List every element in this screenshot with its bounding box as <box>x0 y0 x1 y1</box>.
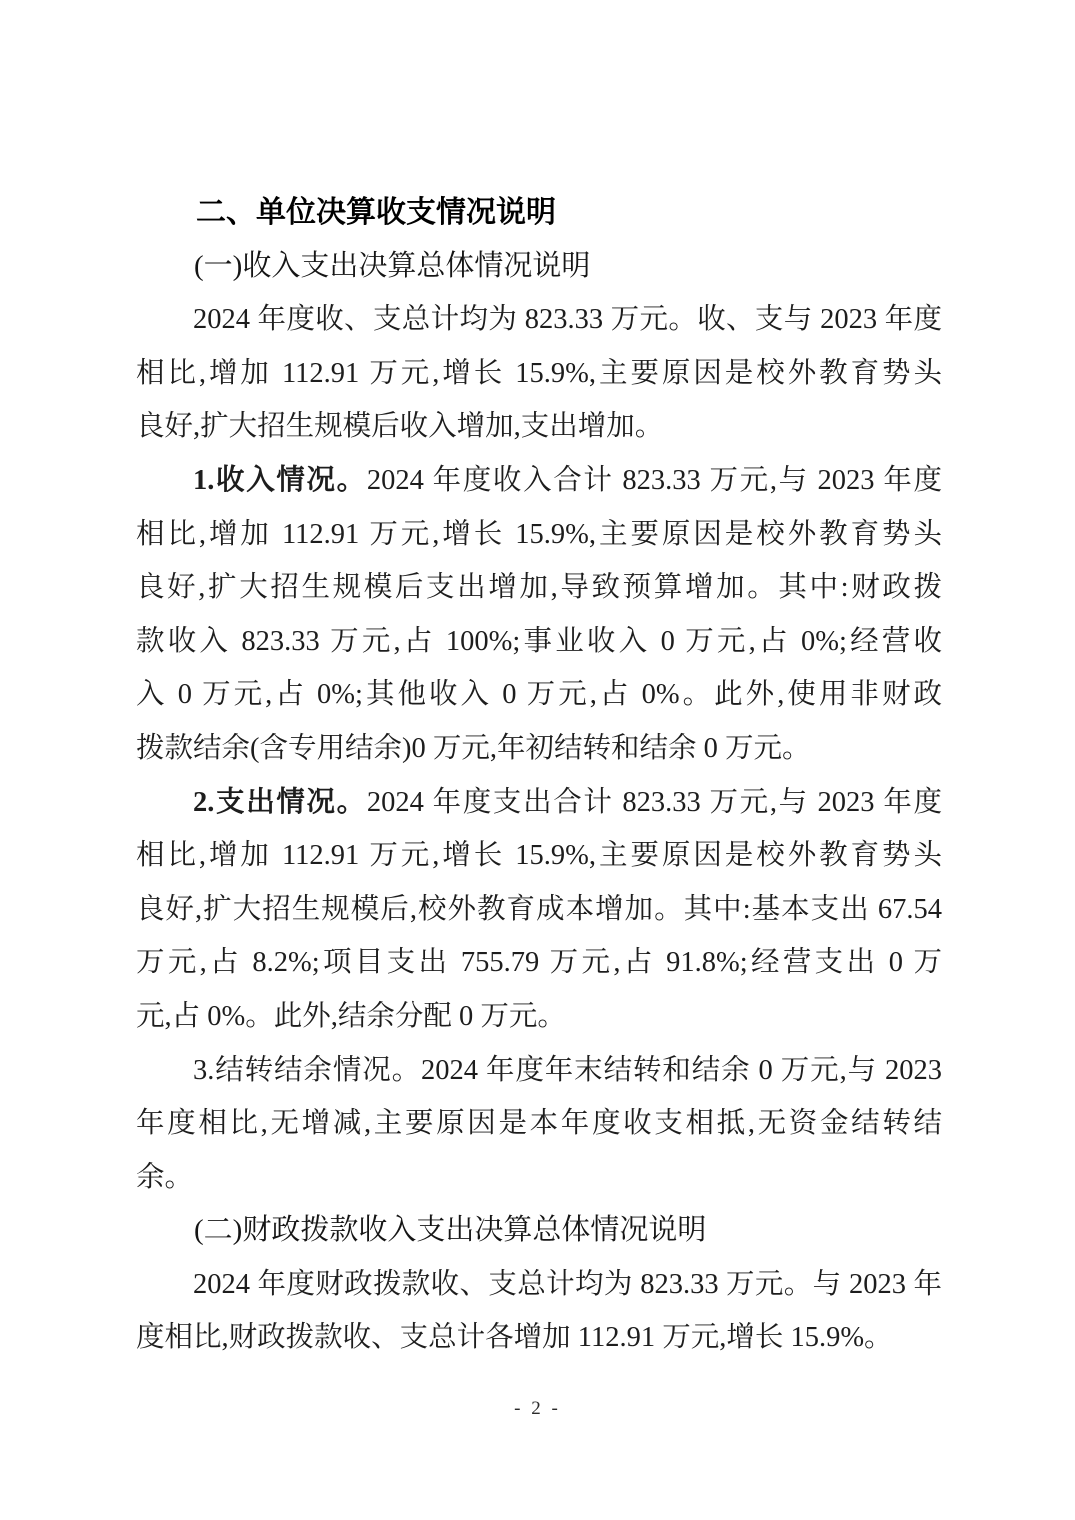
text-segment: 相比,增加 112.91 万元,增长 15.9%,主要原因是校外教育势头 <box>136 840 942 872</box>
text-segment: 相比,增加 112.91 万元,增长 15.9%,主要原因是校外教育势头 <box>136 518 942 550</box>
paragraph-line <box>136 293 942 347</box>
text-segment: 入 0 万元,占 0%;其他收入 0 万元,占 0%。此外,使用非财政 <box>136 679 942 711</box>
text-segment: 拨款结余(含专用结余)0 万元,年初结转和结余 0 万元。 <box>136 732 811 764</box>
document-content <box>136 186 942 1365</box>
paragraph-line <box>136 1311 942 1365</box>
paragraph-line <box>136 936 942 990</box>
paragraph <box>136 1044 942 1205</box>
document-heading <box>136 186 942 240</box>
text-segment: 年度相比,无增减,主要原因是本年度收支相抵,无资金结转结 <box>136 1108 942 1140</box>
paragraph-line <box>136 829 942 883</box>
paragraph-line <box>136 1258 942 1312</box>
text-segment: 2024 年度财政拨款收、支总计均为 823.33 万元。与 2023 年 <box>193 1268 942 1300</box>
text-segment: 良好,扩大招生规模后支出增加,导致预算增加。其中:财政拨 <box>136 572 942 604</box>
paragraph <box>136 454 942 776</box>
text-segment: 余。 <box>136 1161 194 1193</box>
text-segment: 元,占 0%。此外,结余分配 0 万元。 <box>136 1000 566 1032</box>
paragraph-line <box>136 615 942 669</box>
paragraph-line <box>136 561 942 615</box>
heading-line <box>136 186 942 240</box>
text-segment: (一)收入支出决算总体情况说明 <box>194 249 591 282</box>
page-number: - 2 - <box>514 1398 561 1419</box>
text-segment: 2024 年度支出合计 823.33 万元,与 2023 年度 <box>366 786 942 818</box>
paragraph-line <box>136 1151 942 1205</box>
text-segment: (二)财政拨款收入支出决算总体情况说明 <box>194 1214 707 1247</box>
text-segment: 3.结转结余情况。2024 年度年末结转和结余 0 万元,与 2023 <box>193 1054 942 1086</box>
paragraph <box>136 776 942 1044</box>
text-segment: 万元,占 8.2%;项目支出 755.79 万元,占 91.8%;经营支出 0 万 <box>136 947 942 979</box>
paragraph <box>136 1258 942 1365</box>
paragraph-line <box>136 1044 942 1098</box>
paragraph-line <box>136 1097 942 1151</box>
paragraph-line <box>136 400 942 454</box>
text-segment: 款收入 823.33 万元,占 100%;事业收入 0 万元,占 0%;经营收 <box>136 625 942 657</box>
paragraph-line <box>136 454 942 508</box>
paragraph-line <box>136 347 942 401</box>
paragraph <box>136 293 942 454</box>
paragraph-line <box>136 776 942 830</box>
bold-text-segment: 2.支出情况。 <box>193 786 367 818</box>
document-subheading <box>136 1204 942 1258</box>
text-segment: 良好,扩大招生规模后,校外教育成本增加。其中:基本支出 67.54 <box>136 893 942 925</box>
page-footer <box>0 1398 1075 1420</box>
text-segment: 相比,增加 112.91 万元,增长 15.9%,主要原因是校外教育势头 <box>136 357 942 389</box>
bold-text-segment: 1.收入情况。 <box>193 464 367 496</box>
paragraph-line <box>136 508 942 562</box>
paragraph-line <box>136 883 942 937</box>
text-segment: 度相比,财政拨款收、支总计各增加 112.91 万元,增长 15.9%。 <box>136 1322 893 1354</box>
text-segment: 良好,扩大招生规模后收入增加,支出增加。 <box>136 411 664 443</box>
document-subheading <box>136 240 942 294</box>
paragraph-line <box>136 668 942 722</box>
subheading-line <box>136 1204 942 1258</box>
subheading-line <box>136 240 942 294</box>
bold-text-segment: 二、单位决算收支情况说明 <box>196 196 556 229</box>
paragraph-line <box>136 722 942 776</box>
paragraph-line <box>136 990 942 1044</box>
text-segment: 2024 年度收入合计 823.33 万元,与 2023 年度 <box>366 464 942 496</box>
text-segment: 2024 年度收、支总计均为 823.33 万元。收、支与 2023 年度 <box>193 304 942 336</box>
